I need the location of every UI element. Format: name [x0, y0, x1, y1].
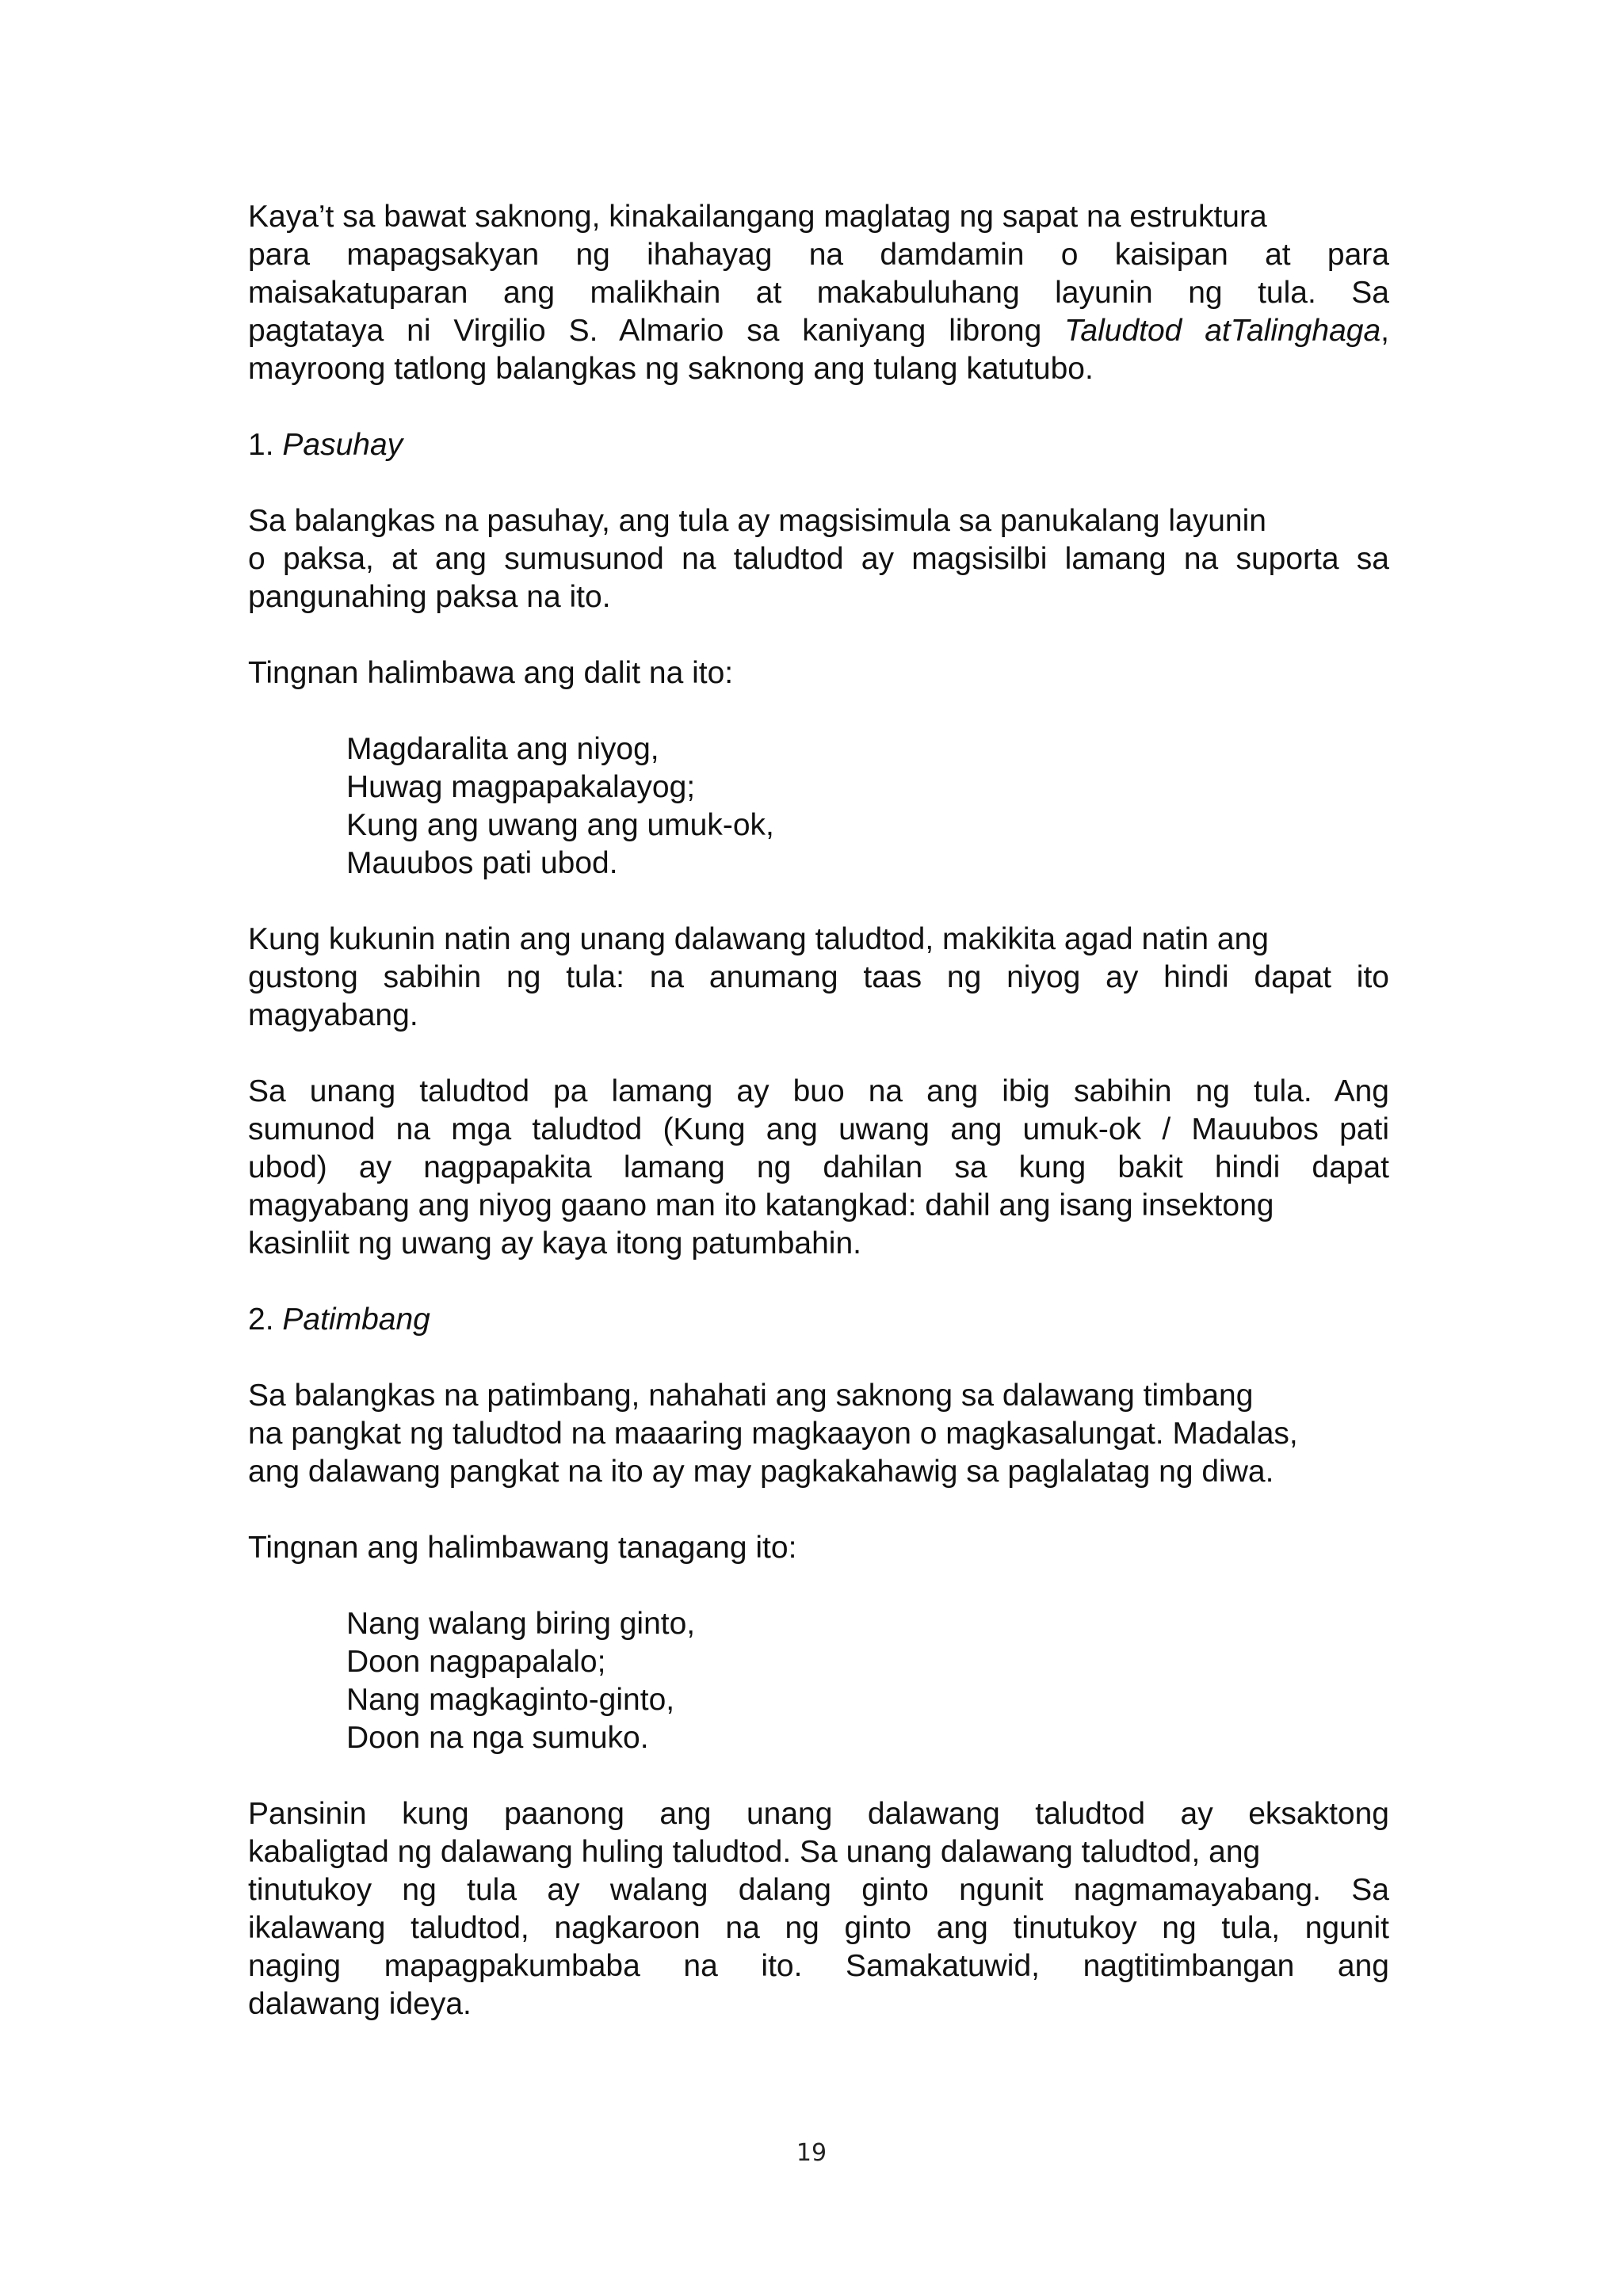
spacer	[248, 1491, 1389, 1529]
poem-line: Doon nagpapalalo;	[346, 1645, 606, 1679]
spacer	[248, 1035, 1389, 1073]
text-line: Tingnan halimbawa ang dalit na ito:	[248, 656, 734, 690]
text-line: ubod) ay nagpapakita lamang ng dahilan sa kung bakit hindi dapat	[248, 1150, 1389, 1184]
poem-line: Kung ang uwang ang umuk-ok,	[346, 808, 774, 842]
section-title: Patimbang	[282, 1302, 430, 1337]
text-line: o paksa, at ang sumusunod na taludtod ay magsisilbi lamang na suporta sa	[248, 542, 1389, 576]
section-number: 1.	[248, 428, 283, 462]
text-line: Tingnan ang halimbawang tanagang ito:	[248, 1531, 797, 1565]
section-heading-pasuhay	[248, 426, 1389, 464]
text-line: sumunod na mga taludtod (Kung ang uwang ang umuk-ok / Mauubos pati	[248, 1112, 1389, 1146]
text-line: Kung kukunin natin ang unang dalawang taludtod, makikita agad natin ang	[248, 922, 1269, 956]
text-line: maisakatuparan ang malikhain at makabuluhang layunin ng tula. Sa	[248, 276, 1389, 310]
spacer	[248, 464, 1389, 502]
text-line: Sa balangkas na patimbang, nahahati ang saknong sa dalawang timbang	[248, 1379, 1254, 1413]
paragraph-tanaga-analysis	[248, 1795, 1389, 2023]
text-line: Sa unang taludtod pa lamang ay buo na ang ibig sabihin ng tula. Ang	[248, 1074, 1389, 1108]
poem-line: Mauubos pati ubod.	[346, 846, 618, 880]
text-line: Sa balangkas na pasuhay, ang tula ay magsisimula sa panukalang layunin	[248, 504, 1266, 538]
poem-line: Doon na nga sumuko.	[346, 1721, 649, 1755]
text-fragment: pagtataya ni Virgilio S. Almario sa kaniyang librong	[248, 314, 1065, 348]
spacer	[248, 388, 1389, 426]
text-line: kabaligtad ng dalawang huling taludtod. Sa unang dalawang taludtod, ang	[248, 1835, 1261, 1869]
paragraph-patimbang-definition	[248, 1377, 1389, 1491]
paragraph-intro	[248, 198, 1389, 388]
spacer	[248, 1339, 1389, 1377]
section-number: 2.	[248, 1302, 283, 1337]
text-line: kasinliit ng uwang ay kaya itong patumbahin.	[248, 1226, 861, 1261]
heading-line	[248, 1301, 1389, 1339]
poem-line: Nang magkaginto-ginto,	[346, 1683, 675, 1717]
text-line: ikalawang taludtod, nagkaroon na ng ginto ang tinutukoy ng tula, ngunit	[248, 1911, 1389, 1945]
spacer	[248, 1263, 1389, 1301]
text-line: magyabang ang niyog gaano man ito katangkad: dahil ang isang insektong	[248, 1188, 1274, 1222]
text-line	[248, 312, 1389, 350]
paragraph-example-intro-1	[248, 654, 1389, 692]
poem-tanaga	[346, 1605, 1389, 1757]
text-line: na pangkat ng taludtod na maaaring magkaayon o magkasalungat. Madalas,	[248, 1417, 1298, 1451]
section-heading-patimbang	[248, 1301, 1389, 1339]
paragraph-pasuhay-definition	[248, 502, 1389, 616]
poem-dalit	[346, 730, 1389, 883]
spacer	[248, 692, 1389, 730]
text-line: naging mapagpakumbaba na ito. Samakatuwid, nagtitimbangan ang	[248, 1949, 1389, 1983]
text-line: para mapagsakyan ng ihahayag na damdamin o kaisipan at para	[248, 238, 1389, 272]
page-number: 19	[796, 2139, 827, 2167]
poem-line: Nang walang biring ginto,	[346, 1607, 696, 1641]
poem-line: Huwag magpapakalayog;	[346, 770, 696, 804]
text-line: ang dalawang pangkat na ito ay may pagkakahawig sa paglalatag ng diwa.	[248, 1455, 1274, 1489]
page-body	[248, 198, 1389, 2023]
paragraph-dalit-analysis	[248, 921, 1389, 1035]
spacer	[248, 1567, 1389, 1605]
text-line: mayroong tatlong balangkas ng saknong ang tulang katutubo.	[248, 352, 1094, 386]
heading-line	[248, 426, 1389, 464]
section-title: Pasuhay	[282, 428, 403, 462]
text-line: pangunahing paksa na ito.	[248, 580, 611, 614]
paragraph-example-intro-2	[248, 1529, 1389, 1567]
text-line: dalawang ideya.	[248, 1987, 472, 2021]
spacer	[248, 1757, 1389, 1795]
paragraph-dalit-explanation	[248, 1073, 1389, 1263]
text-fragment: ,	[1381, 314, 1389, 348]
text-line: gustong sabihin ng tula: na anumang taas ng niyog ay hindi dapat ito	[248, 960, 1389, 994]
spacer	[248, 616, 1389, 654]
text-line: magyabang.	[248, 998, 418, 1032]
text-line: Pansinin kung paanong ang unang dalawang taludtod ay eksaktong	[248, 1797, 1389, 1831]
text-line: Kaya’t sa bawat saknong, kinakailangang maglatag ng sapat na estruktura	[248, 200, 1267, 234]
spacer	[248, 883, 1389, 921]
poem-line: Magdaralita ang niyog,	[346, 732, 659, 766]
text-line: tinutukoy ng tula ay walang dalang ginto ngunit nagmamayabang. Sa	[248, 1873, 1389, 1907]
book-title: Taludtod atTalinghaga	[1064, 314, 1381, 348]
